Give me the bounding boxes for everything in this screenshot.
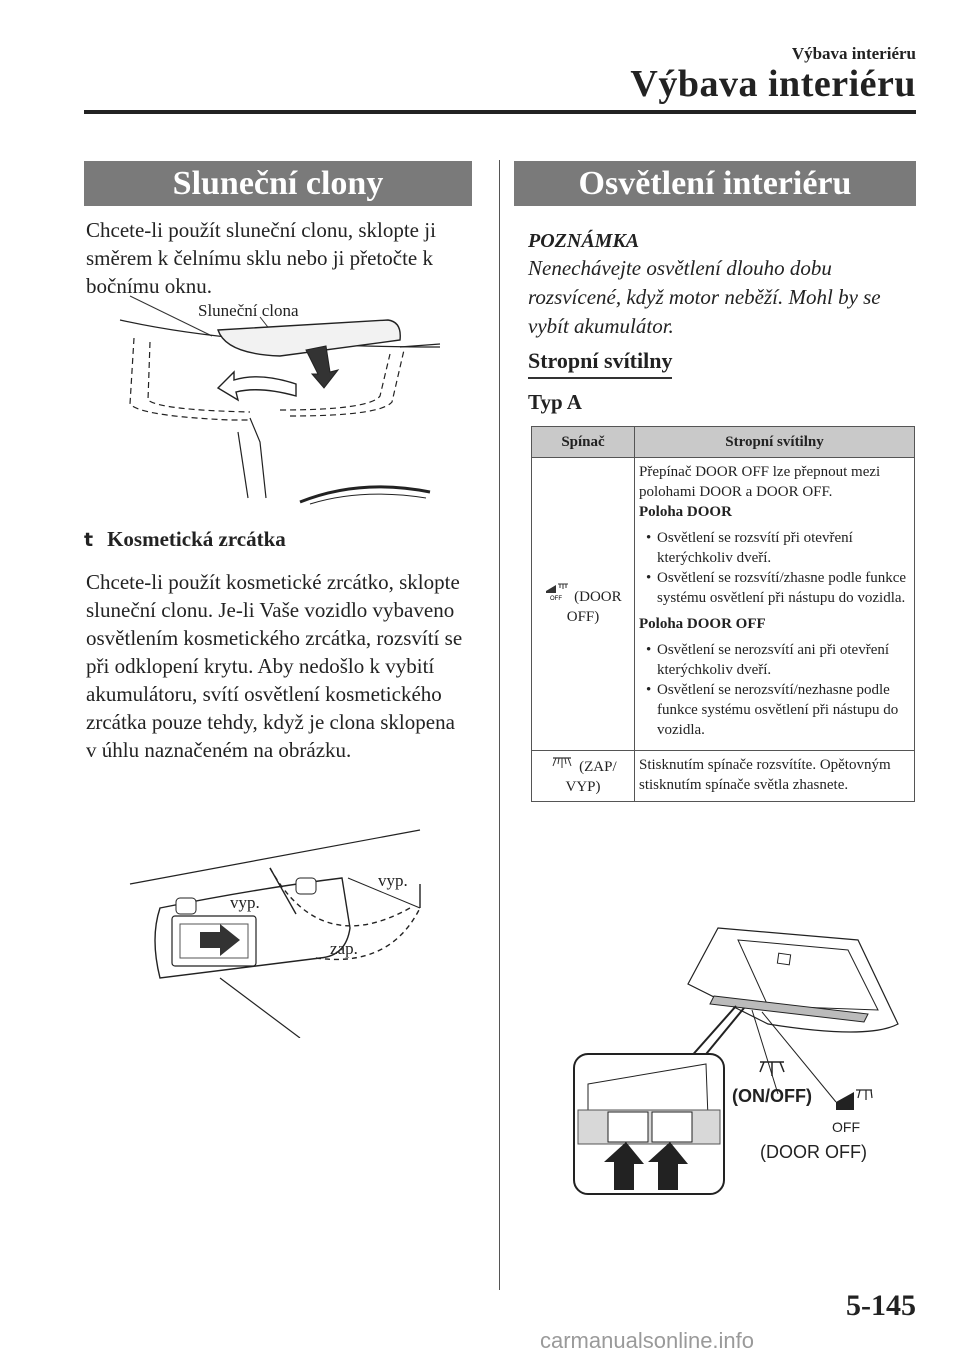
table-row: [532, 751, 915, 802]
type-a-heading: Typ A: [528, 390, 582, 414]
header-chapter-title: Výbava interiéru: [630, 63, 916, 105]
onoff-switch-cell: [532, 751, 635, 802]
note-title: POZNÁMKA: [528, 230, 640, 252]
sun-visor-figure: [100, 292, 472, 508]
door-off-intro: Přepínač DOOR OFF lze přepnout mezi polohami DOOR a DOOR OFF.: [639, 464, 881, 500]
sun-visors-banner: Sluneční clony: [84, 161, 472, 206]
sun-visor-label: Sluneční clona: [198, 301, 299, 320]
list-item: • Osvětlení se rozsvítí při otevření kterýchkoliv dveří.: [657, 528, 910, 568]
door-position-title: Poloha DOOR: [639, 504, 732, 520]
onoff-label: (ON/OFF): [732, 1086, 812, 1106]
note-body: Nenechávejte osvětlení dlouho dobu rozsvícené, když motor neběží. Mohl by se vybít akumulátor.: [528, 256, 881, 338]
column-divider: [499, 160, 500, 1290]
door-off-switch-cell: [532, 458, 635, 751]
door-off-label: (DOOR OFF): [760, 1142, 867, 1162]
vanity-off-label-2: vyp.: [378, 871, 408, 890]
sun-visor-intro: Chcete-li použít sluneční clonu, sklopte ji směrem k čelnímu sklu nebo ji přetočte k bočnímu oknu.: [86, 218, 436, 298]
table-row: [532, 458, 915, 751]
overhead-lights-heading: Stropní svítilny: [528, 348, 672, 379]
vanity-mirror-body: Chcete-li použít kosmetické zrcátko, sklopte sluneční clonu. Je-li Vaše vozidlo vybaveno osvětlením kosmetického zrcátka, rozsvítí se při odklopení krytu. Aby nedošlo k vybití akumulátoru, svítí osvětlení kosmetického zrcátka pouze tehdy, když je clona sklopena v úhlu naznačeném na obrázku.: [86, 570, 463, 762]
onoff-lamp-icon: [760, 1062, 784, 1076]
switch-table: [531, 426, 915, 802]
vanity-mirror-figure: [120, 828, 472, 1038]
list-item: • Osvětlení se nerozsvítí ani při otevření kterýchkoliv dveří.: [657, 640, 910, 680]
door-off-switch-label: (DOOR OFF): [566, 589, 622, 625]
onoff-description: Stisknutím spínače rozsvítíte. Opětovným stisknutím spínače světla zhasnete.: [635, 751, 915, 802]
vanity-mirrors-title: Kosmetická zrcátka: [107, 527, 286, 551]
col-switch-header: Spínač: [532, 427, 635, 458]
watermark: carmanualsonline.info: [540, 1328, 755, 1353]
off-icon-label: OFF: [832, 1119, 860, 1135]
interior-lighting-banner: Osvětlení interiéru: [514, 161, 916, 206]
door-position-list: [639, 528, 910, 608]
door-off-position-title: Poloha DOOR OFF: [639, 616, 766, 632]
list-item: • Osvětlení se rozsvítí/zhasne podle funkce systému osvětlení při nástupu do vozidla.: [657, 568, 910, 608]
door-off-icon: [544, 581, 570, 601]
door-off-lamp-icon: [836, 1090, 872, 1110]
header-section-title: Výbava interiéru: [791, 44, 916, 63]
list-item: • Osvětlení se nerozsvítí/nezhasne podle funkce systému osvětlení při nástupu do vozidla.: [657, 680, 910, 740]
vanity-mirrors-subhead: [84, 527, 286, 552]
vanity-off-label-1: vyp.: [230, 893, 260, 912]
onoff-switch-label: (ZAP/ VYP): [565, 759, 617, 795]
door-off-description: [635, 458, 915, 751]
page-number: 5-145: [846, 1289, 916, 1322]
door-off-icon-text: OFF: [550, 596, 563, 601]
header-rule: [84, 110, 916, 114]
door-off-position-list: [639, 640, 910, 740]
subhead-bullet: t: [84, 529, 94, 551]
table-header-row: [532, 427, 915, 458]
lamp-icon: [549, 755, 575, 771]
overhead-console-figure: [568, 914, 916, 1204]
col-lights-header: Stropní svítilny: [635, 427, 915, 458]
vanity-on-label: zap.: [330, 939, 358, 958]
